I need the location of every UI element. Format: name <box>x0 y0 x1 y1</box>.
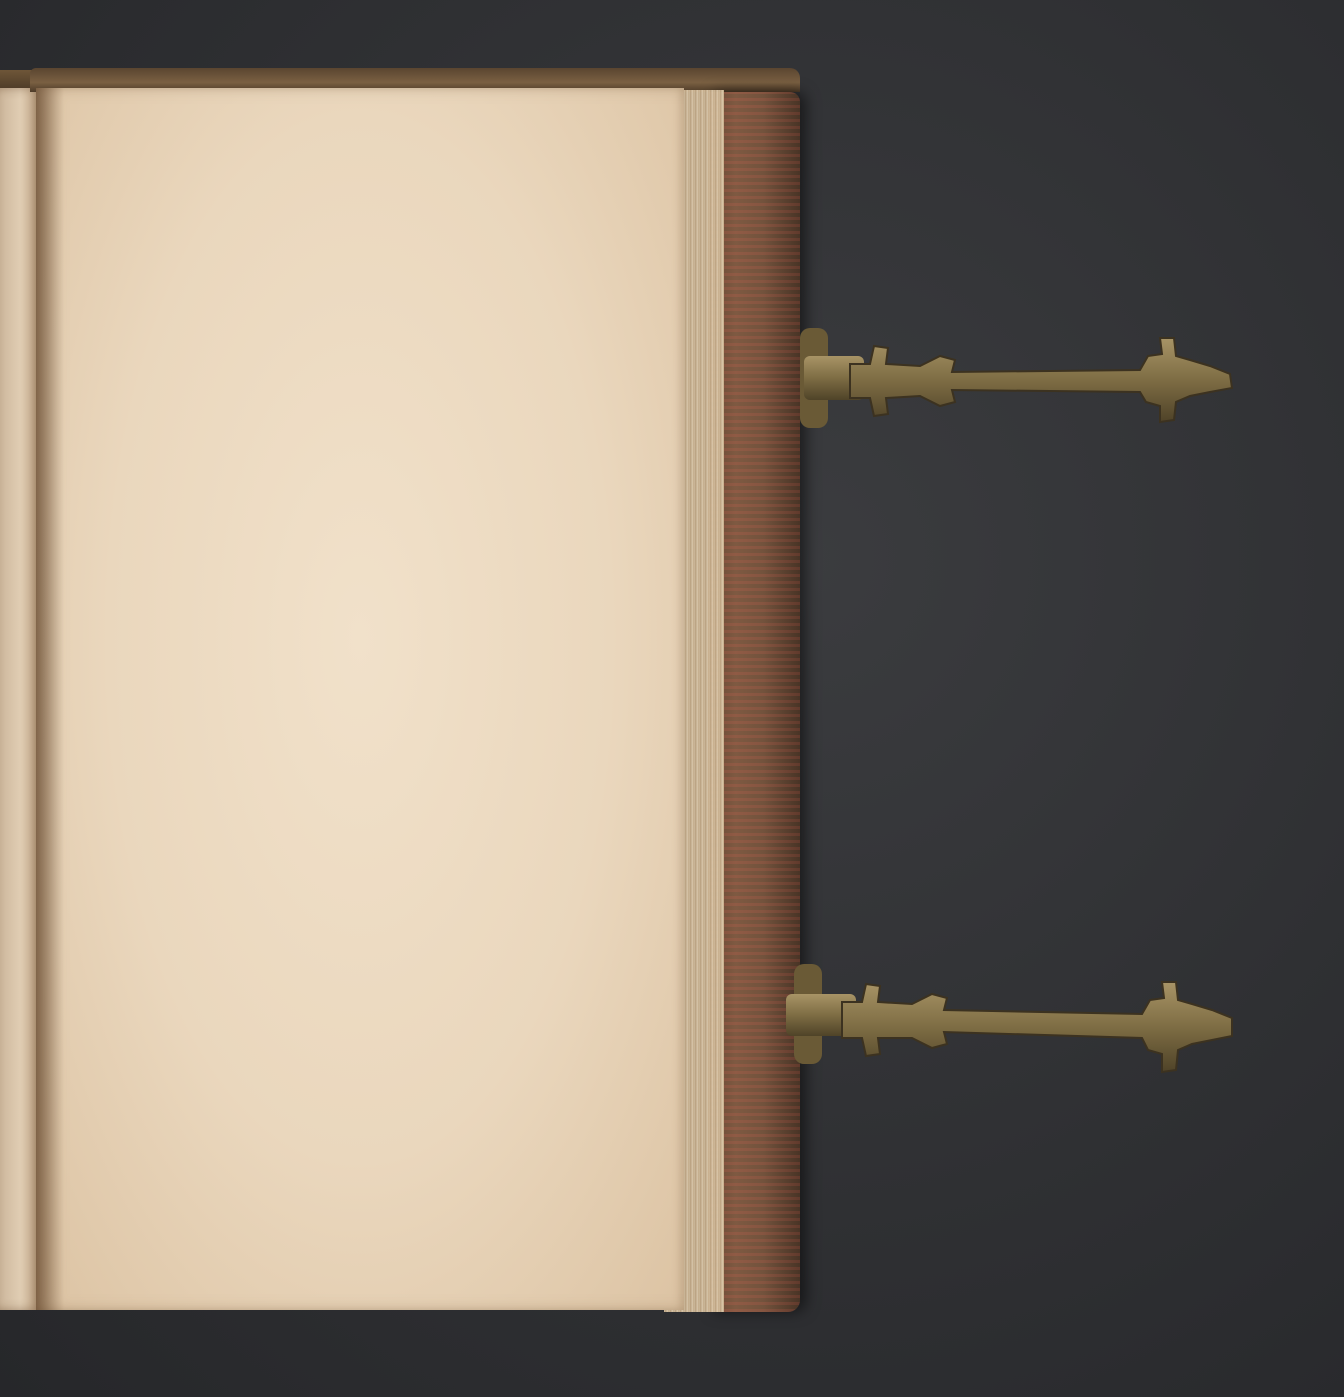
book-page <box>36 88 684 1310</box>
running-header <box>82 118 582 158</box>
gutter-shadow <box>36 88 64 1310</box>
page-footer <box>318 1168 588 1198</box>
clasp-icon <box>790 326 1240 436</box>
clasp-icon <box>782 962 1242 1092</box>
upper-clasp <box>790 326 1240 436</box>
previous-page-edge <box>0 88 40 1310</box>
lower-clasp <box>782 962 1242 1092</box>
